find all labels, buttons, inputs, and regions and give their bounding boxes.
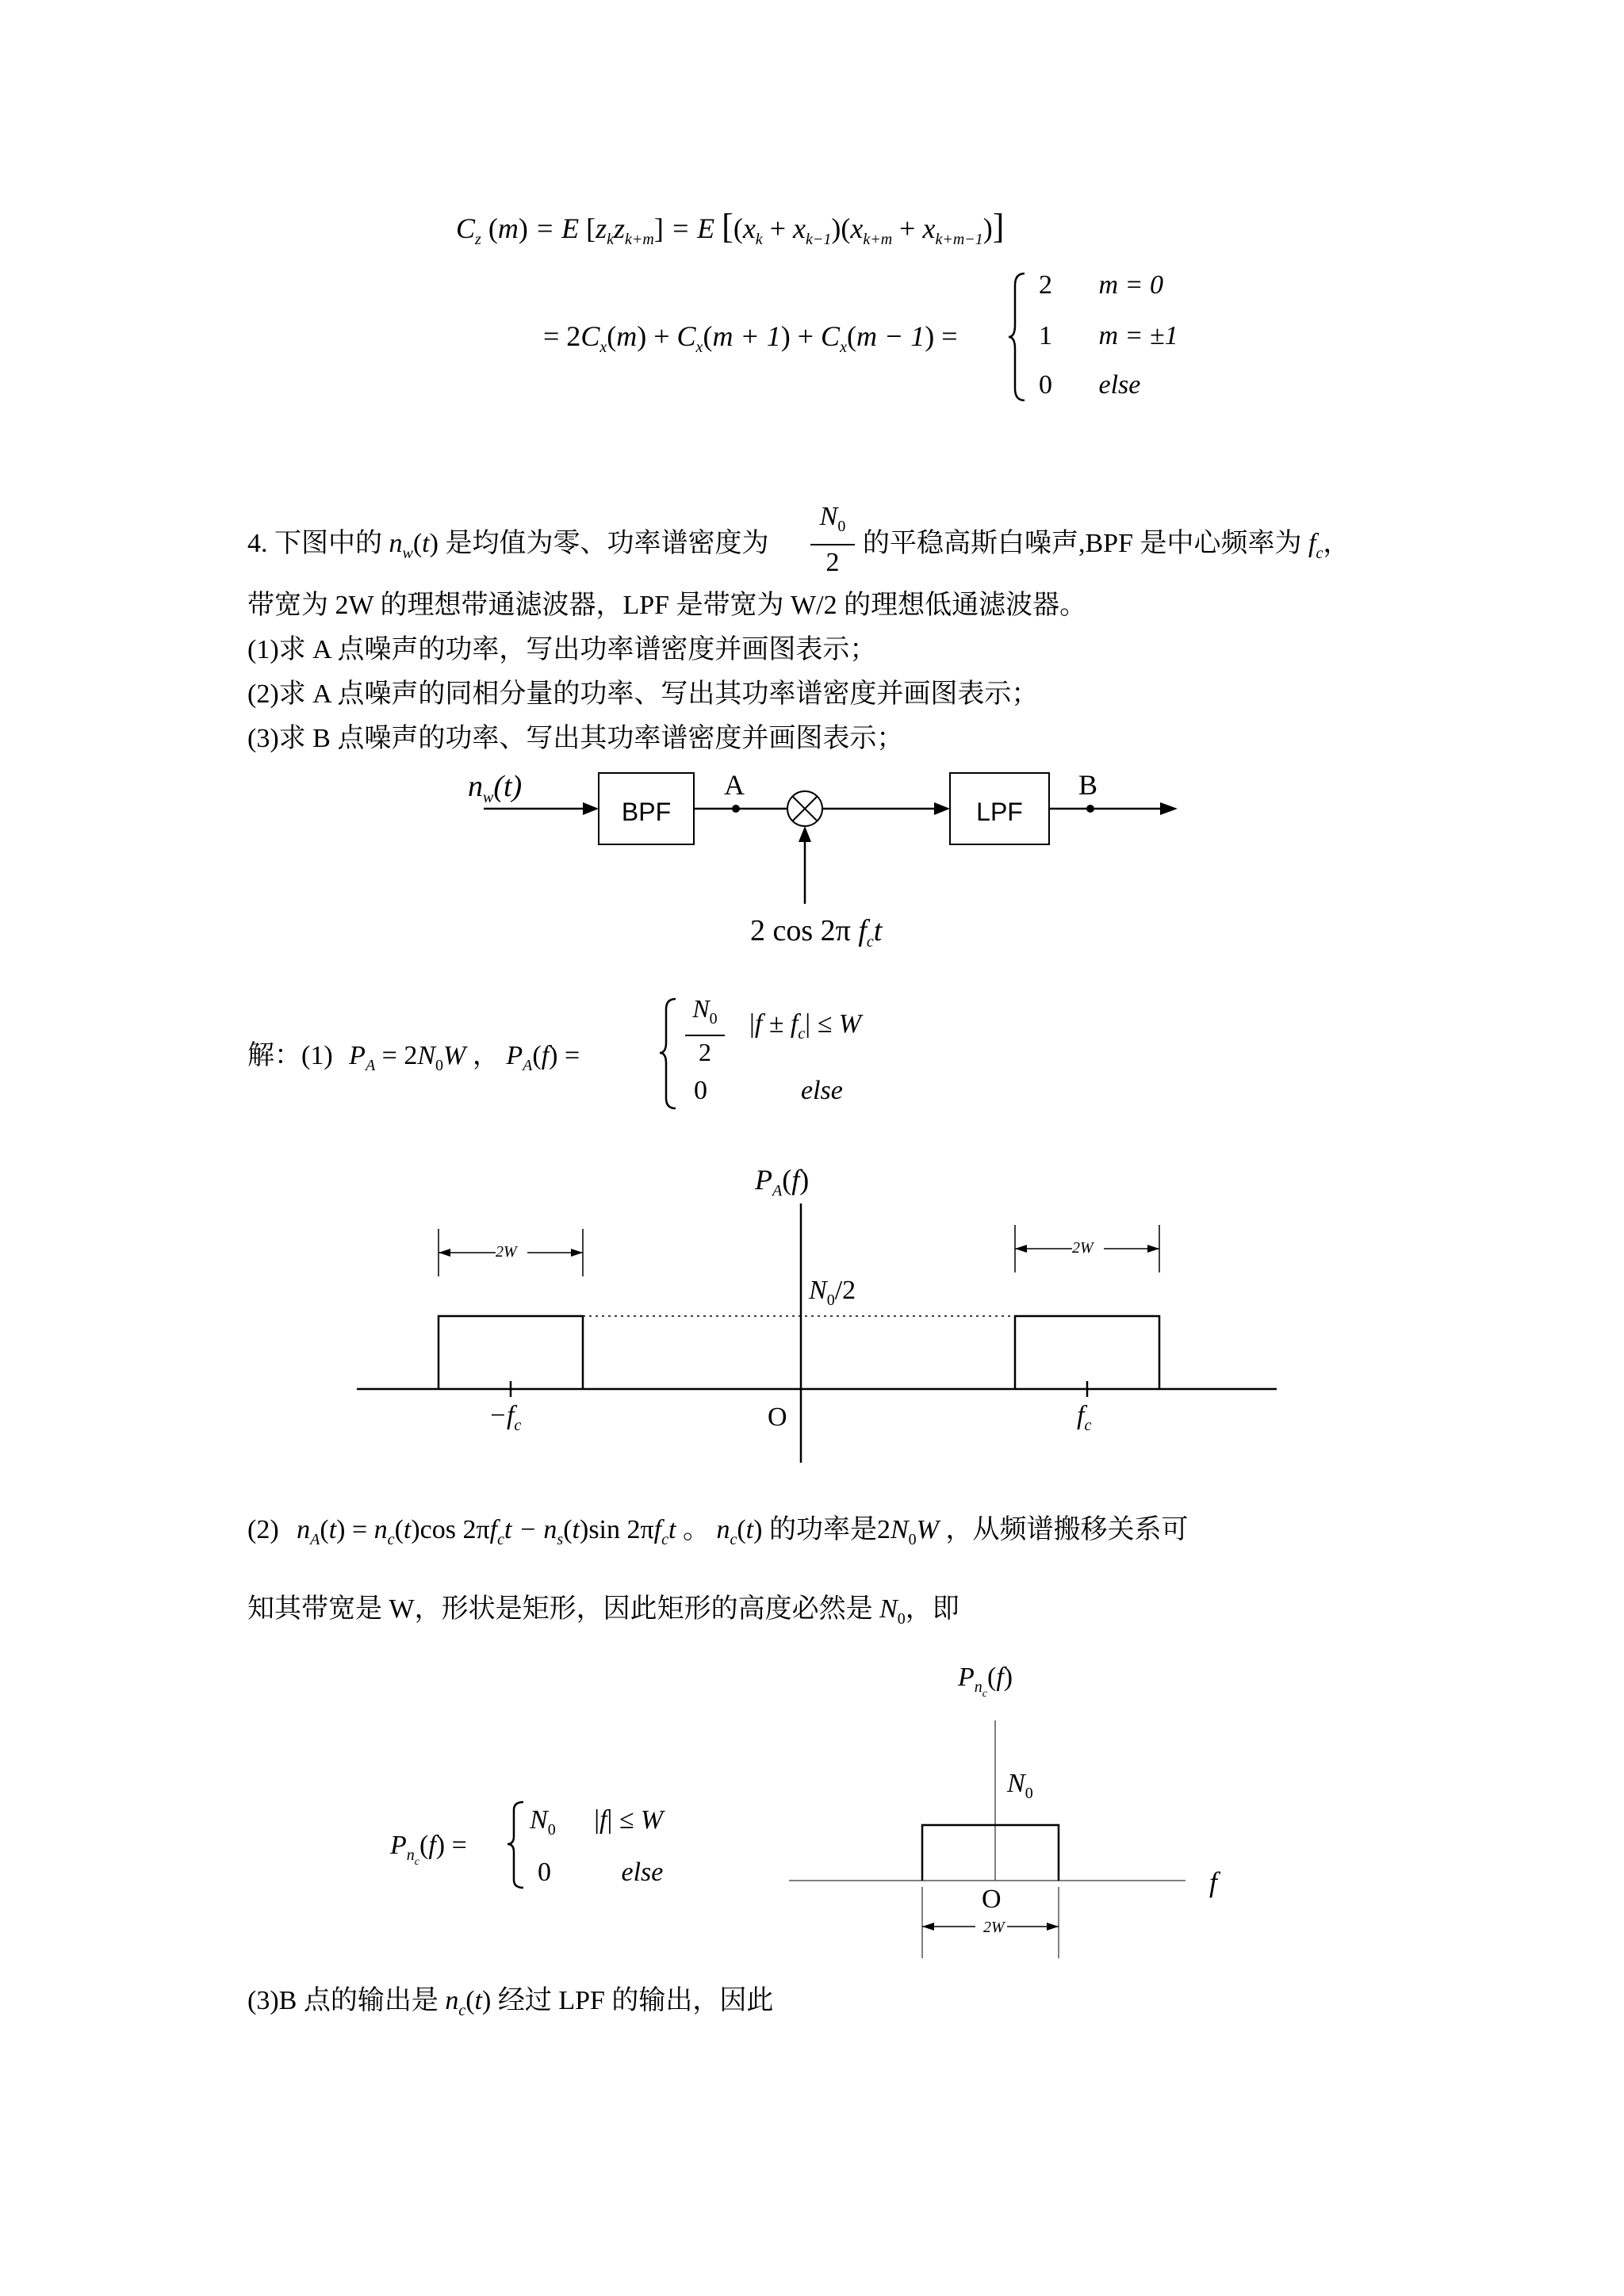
solution-3-line: (3)B 点的输出是 $n_c(t)$ 经过 LPF 的输出，因此 [247,1986,774,2019]
lpf-label: LPF [976,798,1023,826]
case2-value: 0 [694,1076,707,1105]
eq-symbol: z [614,212,626,244]
graph-nc-ylabel: $P_{nc}(f)$ [958,1663,1013,1700]
symbol-sub: A [365,1057,376,1074]
symbol-t: t [668,1515,676,1544]
symbol-w: W [916,1515,939,1544]
symbol-sub: w [483,789,494,806]
symbol-n: n [543,1515,557,1544]
eq-symbol: m + 1 [712,320,781,352]
eq-symbol: C [821,320,841,352]
symbol-sub: c [414,1856,419,1868]
eq-symbol: x [850,212,864,244]
case-row [1039,266,1163,304]
eq-text: = [941,320,958,352]
cases-brace-top [1007,270,1031,404]
pnc-formula: $P_{nc}(f)$ = [390,1831,467,1868]
problem-text: ， [1323,529,1350,558]
eq-sub: z [475,231,481,248]
case1-condition: $|f \pm f_c| \le W$ [749,1009,862,1043]
case-value: 0 [1039,370,1052,400]
symbol-n: N [1007,1769,1025,1798]
eq-sub: k+m [863,231,893,248]
symbol-w: W [443,1041,466,1070]
eq-op: + [653,320,670,352]
symbol-f: f [428,1831,436,1860]
graph-nc-origin: O [982,1885,1002,1914]
symbol-sub: c [730,1531,737,1548]
symbol-sub: c [458,2002,466,2019]
eq-symbol: x [742,212,756,244]
eq-op: + [797,320,814,352]
graph-nc-level-label [1007,1765,1033,1812]
problem-line-1b [863,525,1350,572]
symbol-sub: n [406,1846,415,1864]
graph-nc-xlabel: f [1209,1866,1218,1898]
eq-sub: k [607,231,615,248]
symbol-sub: c [661,1531,668,1548]
solution-text: sin 2π [588,1515,654,1544]
symbol-f: f [599,1805,607,1835]
eq-symbol: x [922,212,936,244]
graph-a-ylabel: $P_A(f)$ [755,1164,810,1200]
symbol-f: f [996,1663,1004,1692]
graph-a-neg-fc [488,1397,521,1445]
solution-2-line-2 [247,1590,959,1638]
symbol-sub: c [1316,545,1323,562]
condition-text: ≤ W [619,1805,664,1835]
solution-text: ， [472,1041,500,1070]
eq-symbol: x [793,212,806,244]
eq-sub: x [695,339,703,356]
eq-sub: x [599,339,607,356]
case-row [1039,366,1140,404]
problem-line-3: (1)求 A 点噪声的功率，写出功率谱密度并画图表示； [247,635,877,664]
pnc-case-1: $N_0$ |f| ≤ W [530,1805,664,1839]
case-condition: m = ±1 [1098,321,1178,350]
symbol-n: N [809,1276,827,1305]
eq-op: + [899,212,916,244]
right-rect [1015,1316,1159,1389]
symbol-t: t [873,914,883,947]
pnc-case-2 [538,1854,663,1892]
oscillator-label [750,912,882,961]
solution-1-line: 解：(1) $P_A = 2N_0W$ ， $P_A(f)$ = [247,1041,580,1074]
problem-line-2: 带宽为 2W 的理想带通滤波器，LPF 是带宽为 W/2 的理想低通滤波器。 [247,591,1087,620]
symbol-sub: A [310,1531,320,1548]
symbol-p: P [958,1663,975,1692]
symbol-n: N [530,1805,548,1835]
solution-text: (3)B 点的输出是 [247,1986,439,2015]
symbol-sub: c [798,1025,806,1043]
solution-text: t − [504,1515,537,1544]
problem-line-4: (2)求 A 点噪声的同相分量的功率、写出其功率谱密度并画图表示； [247,679,1039,709]
solution-text: = [351,1515,368,1544]
cases-brace-1 [658,995,682,1114]
symbol-t: t [422,529,430,558]
symbol-t: t [328,1515,337,1544]
symbol-sub: c [387,1531,395,1548]
symbol-t: t [474,1986,482,2015]
graph-a-pos-fc [1077,1397,1091,1445]
bpf-label: BPF [621,798,672,826]
frac-sub: 0 [837,518,846,535]
symbol-f: f [541,1041,550,1070]
frac-denominator: 2 [699,1038,711,1066]
symbol-sub: c [982,1688,987,1700]
solution-2-line-1: (2) $n_A(t) = n_c(t)\cos$ $2\pi f_ct - n_s(t)\sin$ $2\pi f_ct$ 。 $n_c(t)$ 的功率是$2N_0W$ ，从频谱搬移关系可 [247,1515,1189,1548]
symbol-sub: 0 [897,1610,906,1628]
eq-sub: x [840,339,847,356]
case1-fraction [685,993,725,1068]
point-b-label: B [1078,769,1098,801]
case2-condition: else [801,1076,843,1105]
problem-text: 的平稳高斯白噪声,BPF 是中心频率为 [863,529,1302,558]
case-condition: else [621,1858,664,1887]
graph-a-width-left: 2W [496,1243,517,1261]
case-row [1039,317,1178,355]
symbol-sub: c [1084,1417,1092,1434]
case-value: 0 [538,1858,551,1887]
eq-sub: k [755,231,763,248]
condition-text: f ± f [754,1009,799,1039]
output-arrow [1049,802,1178,815]
solution-text: ，即 [905,1594,959,1624]
eq-symbol: m [616,320,638,352]
mixer-to-lpf-arrow [822,802,950,815]
symbol-p: P [349,1041,366,1070]
solution-text: 的功率是 [768,1515,877,1544]
mixer-symbol [787,791,822,826]
symbol-sub: 0 [435,1057,444,1074]
symbol-p: P [506,1041,523,1070]
frac-numerator: N [819,502,838,531]
case-value: 2 [1039,270,1052,300]
solution-text: 。 [682,1515,710,1544]
solution-text: 知其带宽是 W，形状是矩形，因此矩形的高度必然是 [247,1594,873,1624]
osc-text: 2 cos 2π [750,914,851,947]
eq-symbol: m − 1 [856,320,925,352]
eq-symbol: C [580,320,600,352]
symbol-n: n [373,1515,388,1544]
eq-op: + [769,212,786,244]
solution-text: cos 2π [419,1515,490,1544]
solution-text: 2 [876,1515,891,1544]
eq-sub: k+m−1 [935,231,983,248]
eq-text: = E [670,212,715,244]
level-denominator: /2 [834,1276,856,1305]
eq-symbol: m [497,212,519,244]
graph-a-origin: O [768,1402,787,1432]
case-value: 1 [1039,321,1052,350]
nc-rect [922,1825,1059,1881]
cases-brace-2 [506,1798,530,1893]
symbol-sub: w [402,545,413,562]
symbol-n: N [890,1515,909,1544]
symbol-n: n [468,770,483,803]
symbol-n: N [879,1594,898,1624]
solution-text: = [451,1831,467,1860]
symbol-sub: c [514,1417,522,1434]
symbol-f: f [791,1164,800,1196]
symbol-sub: c [866,933,874,951]
symbol-f: f [1308,529,1316,558]
graph-a-level-label [809,1272,856,1319]
symbol-n: n [445,1986,459,2015]
case-condition: else [1098,370,1141,400]
frac-denominator: 2 [825,548,840,577]
eq-text: = E [534,212,580,244]
symbol-n: n [297,1515,311,1544]
point-b-dot [1086,805,1094,813]
symbol-sub: c [497,1531,505,1548]
case-condition: m = 0 [1098,270,1163,300]
symbol-t: (t) [493,770,523,803]
left-rect [439,1316,583,1389]
symbol-sub: A [523,1057,533,1074]
symbol-n: n [716,1515,730,1544]
symbol-sub: A [772,1182,783,1200]
symbol-sub: 0 [1025,1785,1033,1802]
symbol-n: N [417,1041,436,1070]
graph-nc-width-label: 2W [983,1919,1005,1936]
equation-line-2: = $2C_x(m) + C_x(m + 1) + C_x(m - 1)$ = [543,320,958,356]
input-label [468,767,522,817]
eq-sub: k+m [625,231,654,248]
symbol-f: −f [488,1401,515,1430]
symbol-sub: 0 [826,1292,835,1309]
symbol-f: f [653,1515,662,1544]
symbol-sub: 0 [547,1821,556,1839]
eq-symbol: C [676,320,696,352]
point-a-label: A [724,769,745,801]
point-a-dot [732,805,740,813]
problem-text: 4. 下图中的 [247,529,382,558]
problem-text: 是均值为零、功率谱密度为 [445,529,769,558]
equation-line-1: $C_z$ (m) = E $[z_kz_{k+m}] = E$ $[(x_k + x_{k-1})(x_{k+m} + x_{k+m-1})]$ [456,207,1005,248]
frac-sub: 0 [709,1010,718,1027]
symbol-sub: n [974,1678,982,1696]
solution-text: = 2 [381,1041,418,1070]
psd-graph-nc [785,1697,1229,1966]
eq-sub: k−1 [805,231,832,248]
solution-text: ，从频谱搬移关系可 [945,1515,1189,1544]
graph-a-width-right: 2W [1072,1239,1094,1257]
symbol-f: f [489,1515,498,1544]
solution-text: 经过 LPF 的输出，因此 [497,1986,774,2015]
symbol-f: f [858,914,867,947]
symbol-sub: 0 [908,1531,917,1548]
problem-line-5: (3)求 B 点噪声的功率、写出其功率谱密度并画图表示； [247,724,904,753]
solution-prefix: 解：(1) [247,1041,333,1070]
oscillator-arrow [799,826,811,904]
eq-symbol: z [596,212,607,244]
eq-text: = 2 [543,320,581,352]
condition-text: ≤ W [817,1009,862,1039]
frac-numerator: N [692,994,710,1023]
solution-prefix: (2) [247,1515,279,1544]
symbol-f: f [1077,1401,1085,1430]
fraction-n0-over-2 [810,499,855,580]
problem-line-1: 4. 下图中的 $n_w(t)$ 是均值为零、功率谱密度为 [247,529,769,562]
solution-text: = [564,1041,580,1070]
symbol-p: P [755,1164,772,1196]
symbol-p: P [390,1831,407,1860]
eq-symbol: C [456,212,476,244]
symbol-n: n [389,529,403,558]
symbol-sub: s [557,1531,564,1548]
